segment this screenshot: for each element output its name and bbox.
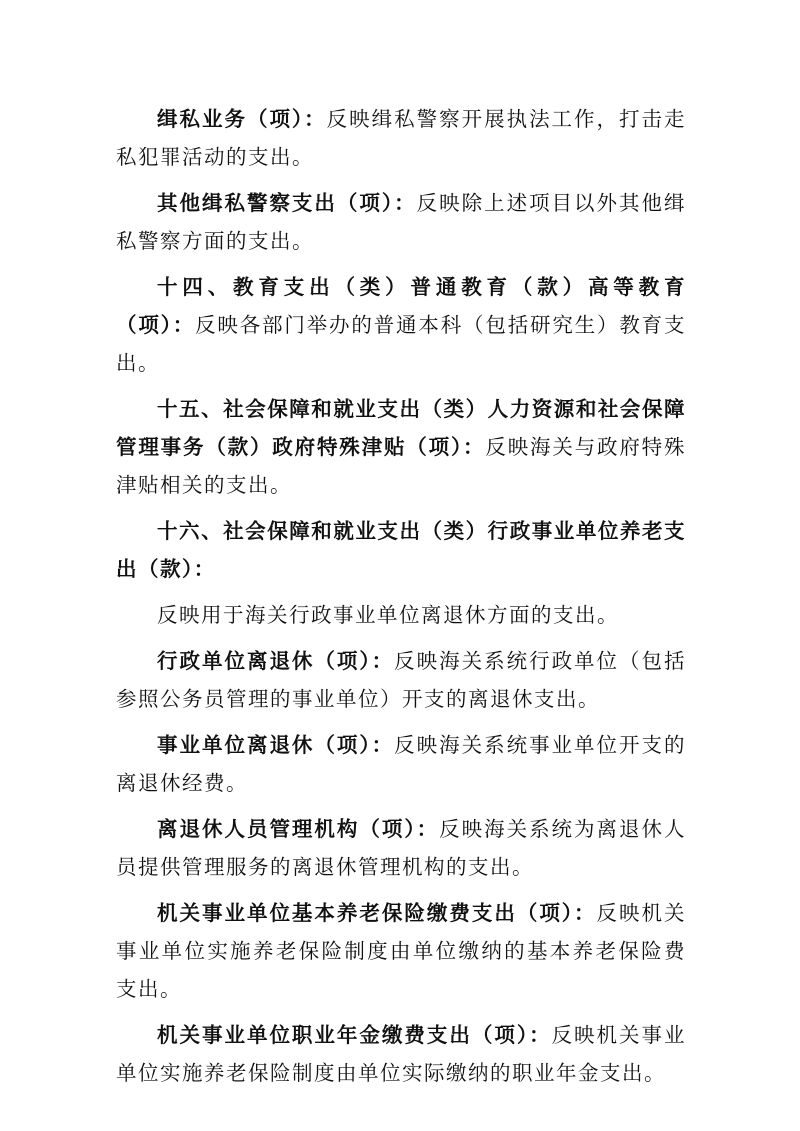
- paragraph-heading: 十五、社会保障和就业支出（类）人力资源和社会保障管理事务（款）政府特殊津贴（项）：: [116, 397, 686, 459]
- paragraph-occupational-annuity: [116, 1016, 686, 1092]
- paragraph-basic-pension-insurance: [116, 894, 686, 1008]
- paragraph-higher-education: [116, 268, 686, 382]
- paragraph-pension-description: [116, 596, 686, 634]
- paragraph-heading: 其他缉私警察支出（项）：: [157, 191, 417, 215]
- paragraph-body: 反映海关系统行政单位（包括参照公务员管理的事业单位）开支的离退休支出。: [116, 649, 687, 711]
- paragraph-retiree-management: [116, 810, 686, 886]
- paragraph-body: 反映海关与政府特殊津贴相关的支出。: [116, 435, 686, 497]
- paragraph-body: 反映机关事业单位实施养老保险制度由单位实际缴纳的职业年金支出。: [116, 1023, 687, 1085]
- document-page: [116, 100, 686, 1100]
- paragraph-body: 反映缉私警察开展执法工作，打击走私犯罪活动的支出。: [116, 107, 687, 169]
- paragraph-body: 反映除上述项目以外其他缉私警察方面的支出。: [116, 191, 687, 253]
- paragraph-anti-smuggling-operations: [116, 100, 686, 176]
- paragraph-heading: 行政单位离退休（项）：: [157, 649, 395, 673]
- paragraph-body: 反映海关系统为离退休人员提供管理服务的离退休管理机构的支出。: [116, 817, 687, 879]
- paragraph-other-anti-smuggling: [116, 184, 686, 260]
- paragraph-heading: 离退休人员管理机构（项）：: [157, 817, 440, 841]
- paragraph-heading: 十六、社会保障和就业支出（类）行政事业单位养老支出（款）：: [116, 519, 686, 581]
- paragraph-body: 反映用于海关行政事业单位离退休方面的支出。: [157, 603, 619, 627]
- paragraph-institution-retirement: [116, 726, 686, 802]
- paragraph-pension-category: [116, 512, 686, 588]
- paragraph-heading: 机关事业单位基本养老保险缴费支出（项）：: [157, 901, 597, 925]
- paragraph-body: 反映各部门举办的普通本科（包括研究生）教育支出。: [116, 313, 687, 375]
- paragraph-body: 反映机关事业单位实施养老保险制度由单位缴纳的基本养老保险费支出。: [116, 901, 686, 1001]
- paragraph-admin-retirement: [116, 642, 686, 718]
- paragraph-heading: 缉私业务（项）：: [157, 107, 327, 131]
- paragraph-heading: 十四、教育支出（类）普通教育（款）高等教育（项）：: [116, 275, 686, 337]
- paragraph-heading: 机关事业单位职业年金缴费支出（项）：: [157, 1023, 552, 1047]
- paragraph-body: 反映海关系统事业单位开支的离退休经费。: [116, 733, 687, 795]
- paragraph-special-allowance: [116, 390, 686, 504]
- paragraph-heading: 事业单位离退休（项）：: [157, 733, 395, 757]
